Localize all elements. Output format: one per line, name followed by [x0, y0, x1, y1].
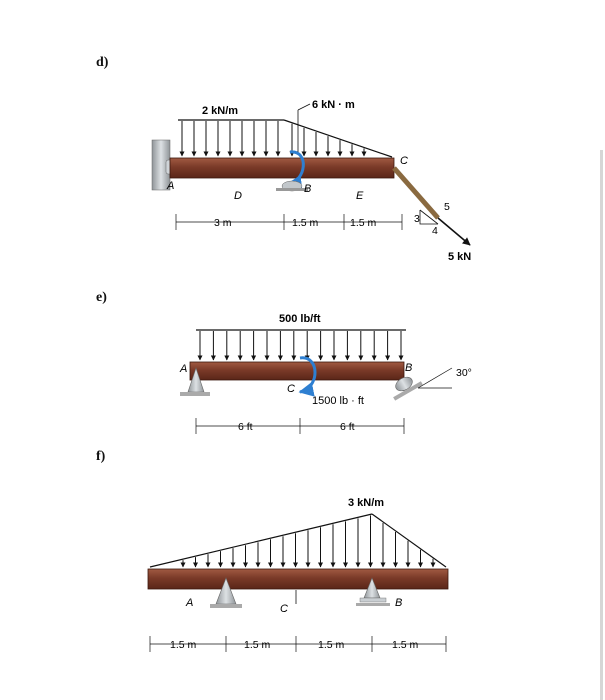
- dist-load-label-e: 500 lb/ft: [279, 313, 321, 325]
- dim-6ft-b: 6 ft: [340, 421, 355, 433]
- force-5kN-arrow: [438, 218, 470, 245]
- distributed-load-arrows-f: [183, 515, 433, 567]
- angle-label-e: 30°: [456, 367, 472, 379]
- part-f-label: f): [96, 449, 106, 464]
- dim-1-5m-f1: 1.5 m: [170, 639, 197, 651]
- point-b-e: B: [405, 362, 413, 374]
- slope-hyp: 5: [444, 201, 450, 213]
- dim-1-5m-f4: 1.5 m: [392, 639, 419, 651]
- point-e-d: E: [356, 190, 364, 202]
- force-label-d: 5 kN: [448, 251, 472, 263]
- member-c: [394, 168, 438, 218]
- point-d-d: D: [234, 190, 242, 202]
- beam-f: [148, 569, 448, 589]
- point-c-f: C: [280, 603, 288, 615]
- point-c-e: C: [287, 383, 295, 395]
- point-a-f: A: [186, 597, 194, 609]
- figure-f: [148, 497, 448, 652]
- beam-d: [170, 158, 394, 178]
- dim-1-5m-a: 1.5 m: [292, 217, 319, 229]
- part-e-label: e): [96, 290, 107, 305]
- moment-label-e: 1500 lb · ft: [312, 395, 364, 407]
- dim-1-5m-f2: 1.5 m: [244, 639, 271, 651]
- dist-load-label-f: 3 kN/m: [348, 497, 385, 509]
- figure-d: [152, 99, 471, 263]
- dim-3m: 3 m: [214, 217, 232, 229]
- point-a-d: A: [167, 180, 175, 192]
- slope-run: 4: [432, 225, 438, 237]
- dim-6ft-a: 6 ft: [238, 421, 253, 433]
- point-b-d: B: [304, 183, 312, 195]
- moment-label-d: 6 kN · m: [312, 99, 355, 111]
- dim-1-5m-f3: 1.5 m: [318, 639, 345, 651]
- point-a-e: A: [180, 363, 188, 375]
- distributed-load-arrows-e: [200, 331, 401, 360]
- part-d-label: d): [96, 55, 109, 70]
- point-b-f: B: [395, 597, 403, 609]
- dist-load-label-d: 2 kN/m: [202, 105, 239, 117]
- slope-rise: 3: [414, 213, 420, 225]
- figure-e: [179, 313, 472, 434]
- beam-e: [190, 362, 404, 380]
- point-c-d: C: [400, 155, 408, 167]
- dim-1-5m-b: 1.5 m: [350, 217, 377, 229]
